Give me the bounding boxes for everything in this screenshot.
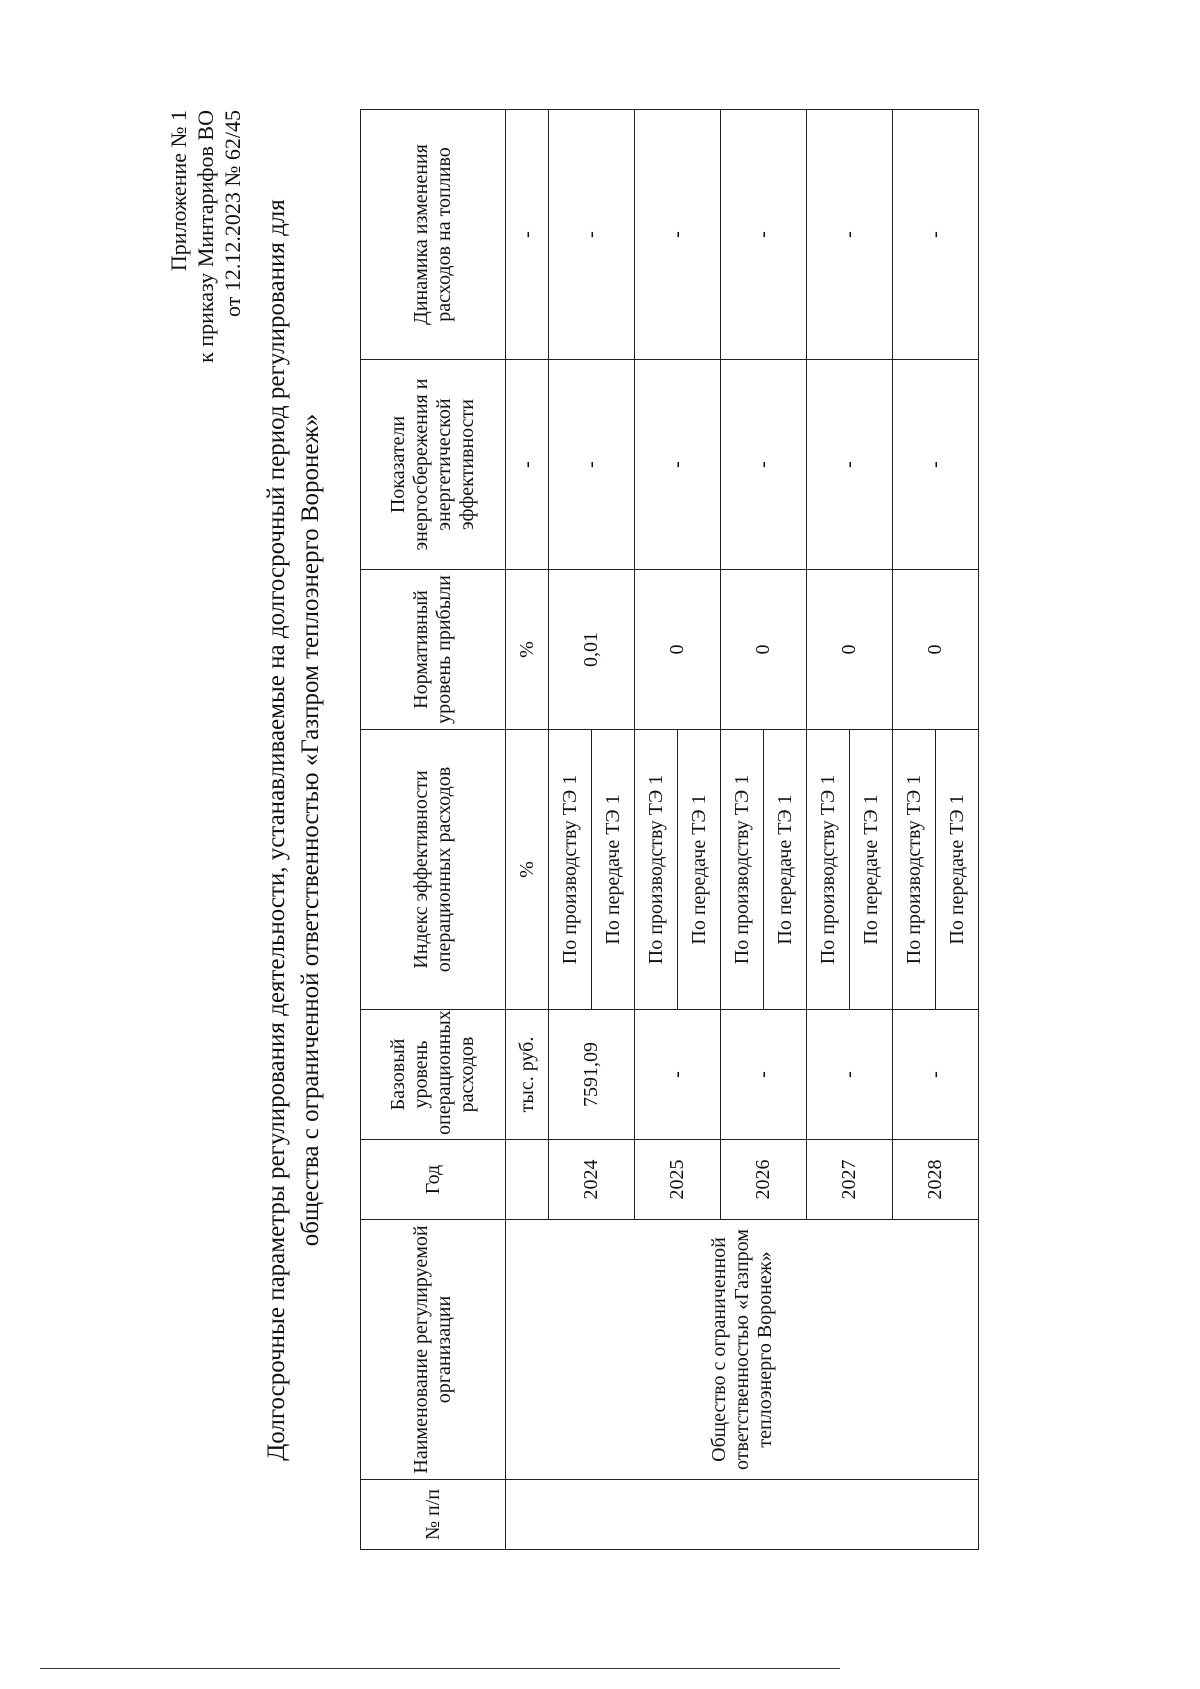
cell-profit: 0 [893,570,979,730]
title-line-1: Долгосрочные параметры регулирования деятельности, устанавливаемые на долгосрочный период регулирования для [263,199,290,1461]
cell-base: - [807,1010,893,1140]
parameters-table [360,109,979,1550]
cell-index-production: По производству ТЭ 1 [635,730,678,1010]
title-line-2: общества с ограниченной ответственностью «Газпром теплоэнерго Воронеж» [297,413,324,1247]
cell-year: 2026 [721,1140,807,1220]
cell-year: 2028 [893,1140,979,1220]
header-org: Наименование регулируемой организации [361,1220,506,1480]
cell-base: - [721,1010,807,1140]
appendix-line-2: к приказу Минтарифов ВО [193,110,218,363]
cell-index-production: По производству ТЭ 1 [549,730,592,1010]
cell-index-production: По производству ТЭ 1 [807,730,850,1010]
cell-energy: - [549,360,635,570]
unit-energy: - [506,360,549,570]
cell-num [506,1480,979,1550]
unit-fuel: - [506,110,549,360]
header-energy: Показатели энергосбережения и энергетической эффективности [361,360,506,570]
cell-base: - [635,1010,721,1140]
cell-profit: 0 [635,570,721,730]
cell-fuel: - [893,110,979,360]
cell-year: 2027 [807,1140,893,1220]
cell-index-transmission: По передаче ТЭ 1 [678,730,721,1010]
cell-year: 2024 [549,1140,635,1220]
cell-index-transmission: По передаче ТЭ 1 [850,730,893,1010]
cell-profit: 0,01 [549,570,635,730]
header-num: № п/п [361,1480,506,1550]
cell-fuel: - [635,110,721,360]
units-row [506,110,549,1550]
cell-index-production: По производству ТЭ 1 [893,730,936,1010]
header-year: Год [361,1140,506,1220]
cell-organization: Общество с ограниченной ответственностью «Газпром теплоэнерго Воронеж» [506,1220,979,1480]
cell-index-transmission: По передаче ТЭ 1 [592,730,635,1010]
header-index: Индекс эффективности операционных расходов [361,730,506,1010]
cell-index-transmission: По передаче ТЭ 1 [764,730,807,1010]
cell-energy: - [635,360,721,570]
cell-index-transmission: По передаче ТЭ 1 [936,730,979,1010]
cell-fuel: - [721,110,807,360]
cell-year: 2025 [635,1140,721,1220]
header-row [361,110,506,1550]
rotated-content [100,110,1100,1550]
bottom-divider [40,1668,840,1669]
cell-base: - [893,1010,979,1140]
unit-year [506,1140,549,1220]
unit-index: % [506,730,549,1010]
cell-profit: 0 [721,570,807,730]
header-fuel: Динамика изменения расходов на топливо [361,110,506,360]
unit-base: тыс. руб. [506,1010,549,1140]
header-profit: Нормативный уровень прибыли [361,570,506,730]
cell-index-production: По производству ТЭ 1 [721,730,764,1010]
header-base: Базовый уровень операционных расходов [361,1010,506,1140]
appendix-line-3: от 12.12.2023 № 62/45 [220,110,245,317]
cell-profit: 0 [807,570,893,730]
cell-base: 7591,09 [549,1010,635,1140]
appendix-line-1: Приложение № 1 [166,110,191,272]
cell-energy: - [807,360,893,570]
unit-profit: % [506,570,549,730]
document-title [260,110,328,1550]
cell-fuel: - [807,110,893,360]
cell-fuel: - [549,110,635,360]
cell-energy: - [893,360,979,570]
cell-energy: - [721,360,807,570]
appendix-block [165,110,246,363]
